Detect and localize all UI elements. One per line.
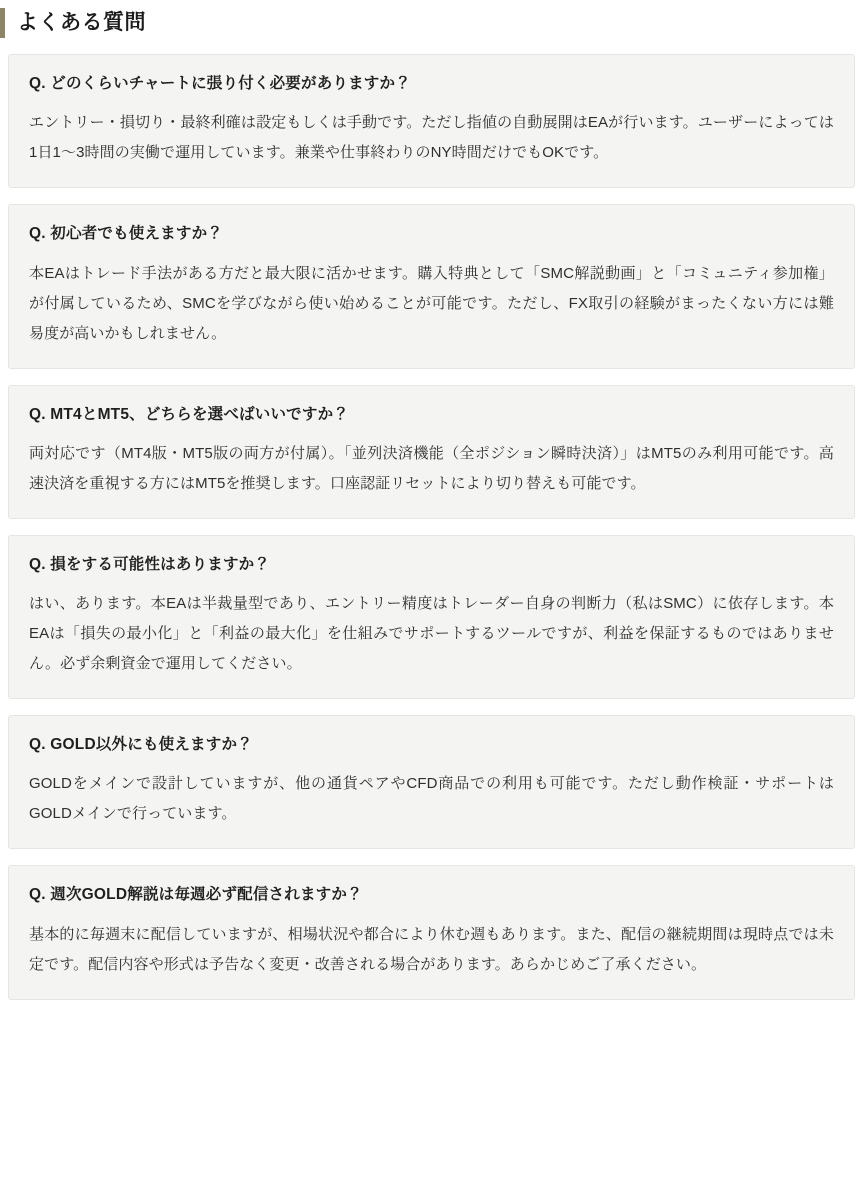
faq-question: Q. 週次GOLD解説は毎週必ず配信されますか？ xyxy=(29,886,363,904)
faq-question: Q. MT4とMT5、どちらを選べばいいですか？ xyxy=(29,405,349,423)
faq-item xyxy=(8,535,855,699)
heading-text: よくある質問 xyxy=(17,11,146,35)
faq-item xyxy=(8,865,855,999)
faq-question: Q. どのくらいチャートに張り付く必要がありますか？ xyxy=(29,75,411,92)
faq-page xyxy=(0,8,863,1030)
faq-question: Q. 損をする可能性はありますか？ xyxy=(29,555,271,573)
faq-item xyxy=(8,54,855,188)
faq-answer: 本EAはトレード手法がある方だと最大限に活かせます。購入特典として「SMC解説動画」と「コミュニティ参加権」が付属しているため、SMCを学びながら使い始めることが可能です。ただし、FX取引の経験がまったくない方には難易度が高いかもしれません。 xyxy=(29,264,834,342)
heading-accent-bar xyxy=(0,8,5,38)
faq-question: Q. GOLD以外にも使えますか？ xyxy=(29,736,253,753)
faq-answer: はい、あります。本EAは半裁量型であり、エントリー精度はトレーダー自身の判断力（私はSMC）に依存します。本EAは「損失の最小化」と「利益の最大化」を仕組みでサポートするツールですが、利益を保証するものではありません。必ず余剰資金で運用してください。 xyxy=(29,595,834,672)
page-title xyxy=(0,8,863,38)
faq-answer: 両対応です（MT4版・MT5版の両方が付属）。「並列決済機能（全ポジション瞬時決済）」はMT5のみ利用可能です。高速決済を重視する方にはMT5を推奨します。口座認証リセットにより切り替えも可能です。 xyxy=(29,444,834,492)
faq-answer: 基本的に毎週末に配信していますが、相場状況や都合により休む週もあります。また、配信の継続期間は現時点では未定です。配信内容や形式は予告なく変更・改善される場合があります。あらかじめご了承ください。 xyxy=(29,925,834,973)
faq-question: Q. 初心者でも使えますか？ xyxy=(29,225,223,243)
faq-item xyxy=(8,715,855,849)
faq-item xyxy=(8,385,855,519)
faq-list xyxy=(0,54,863,1000)
faq-answer: エントリー・損切り・最終利確は設定もしくは手動です。ただし指値の自動展開はEAが行います。ユーザーによっては1日1〜3時間の実働で運用しています。兼業や仕事終わりのNY時間だけでもOKです。 xyxy=(29,114,834,162)
faq-answer: GOLDをメインで設計していますが、他の通貨ペアやCFD商品での利用も可能です。ただし動作検証・サポートはGOLDメインで行っています。 xyxy=(29,775,834,823)
faq-item xyxy=(8,204,855,368)
